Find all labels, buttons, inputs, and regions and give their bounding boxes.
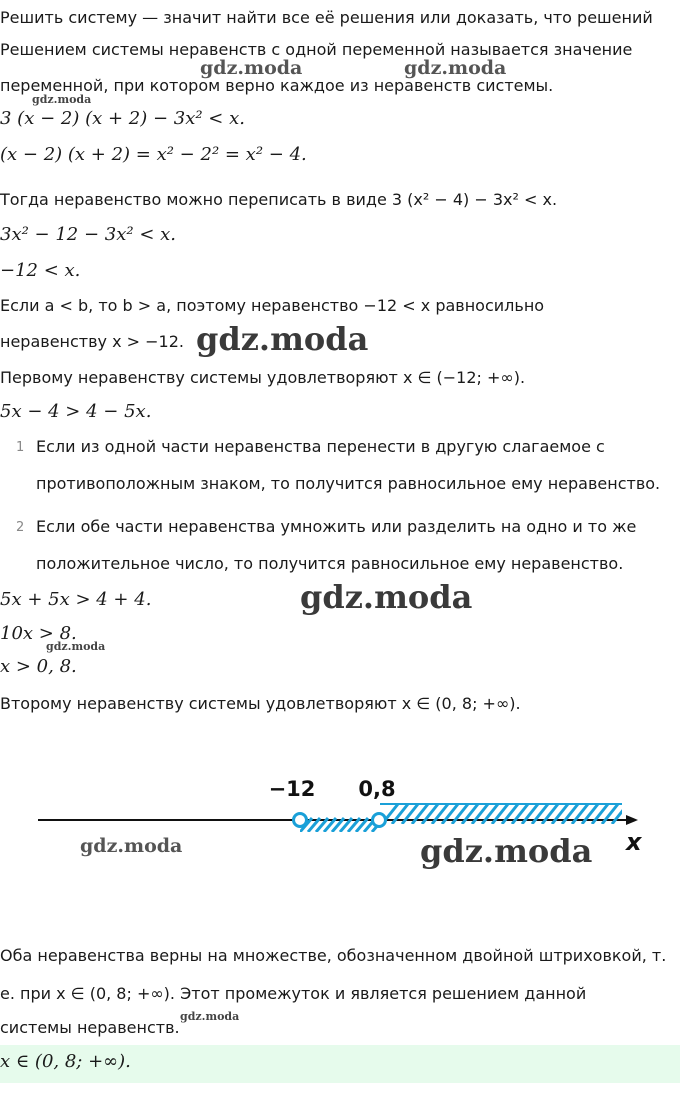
watermark: gdz.moda — [420, 832, 593, 870]
formula-line-7: 3x² − 12 − 3x² < x. — [0, 224, 176, 245]
text-line-22: е. при x ∈ (0, 8; +∞). Этот промежуток и является решением данной — [0, 984, 587, 1003]
answer-formula: x ∈ (0, 8; +∞). — [0, 1051, 131, 1072]
text-line-11: Первому неравенству системы удовлетворяют x ∈ (−12; +∞). — [0, 368, 526, 387]
formula-line-17: 5x + 5x > 4 + 4. — [0, 589, 152, 610]
text-line-20: Второму неравенству системы удовлетворяют x ∈ (0, 8; +∞). — [0, 694, 521, 713]
text-line-3: переменной, при котором верно каждое из неравенств системы. — [0, 76, 554, 95]
formula-line-12: 5x − 4 > 4 − 5x. — [0, 401, 152, 422]
watermark: gdz.moda — [200, 57, 303, 79]
axis-label: x — [626, 828, 642, 856]
formula-line-19: x > 0, 8. — [0, 656, 77, 677]
rule-1-line-2: противоположным знаком, то получится равносильное ему неравенство. — [36, 474, 661, 493]
watermark: gdz.moda — [80, 835, 183, 857]
answer-box — [0, 1045, 680, 1083]
formula-line-4: 3 (x − 2) (x + 2) − 3x² < x. — [0, 108, 245, 129]
formula-line-18: 10x > 8. — [0, 623, 77, 644]
text-line-21: Оба неравенства верны на множестве, обозначенном двойной штриховкой, т. — [0, 946, 667, 965]
rule-2-line-2: положительное число, то получится равносильное ему неравенство. — [36, 554, 624, 573]
open-point-a — [294, 814, 307, 827]
text-line-1: Решить систему — значит найти все её решения или доказать, что решений — [0, 8, 653, 27]
point-a-label: −12 — [268, 777, 316, 801]
watermark: gdz.moda — [46, 640, 106, 653]
open-point-b — [373, 814, 386, 827]
text-line-10: неравенству x > −12. — [0, 332, 184, 351]
formula-line-8: −12 < x. — [0, 260, 81, 281]
text-line-2: Решением системы неравенств с одной переменной называется значение — [0, 40, 633, 59]
text-line-6: Тогда неравенство можно переписать в виде 3 (x² − 4) − 3x² < x. — [0, 190, 558, 209]
rule-2-number: 2 — [16, 520, 25, 535]
point-b-label: 0,8 — [358, 777, 396, 801]
watermark: gdz.moda — [300, 578, 473, 616]
rule-1-line-1: Если из одной части неравенства перенести в другую слагаемое с — [36, 437, 605, 456]
text-line-23: системы неравенств. — [0, 1018, 180, 1037]
rule-2-line-1: Если обе части неравенства умножить или разделить на одно и то же — [36, 517, 637, 536]
watermark: gdz.moda — [180, 1010, 240, 1023]
watermark: gdz.moda — [196, 320, 369, 358]
rule-1-number: 1 — [16, 440, 25, 455]
formula-line-5: (x − 2) (x + 2) = x² − 2² = x² − 4. — [0, 144, 307, 165]
watermark: gdz.moda — [32, 93, 92, 106]
number-line-diagram — [0, 760, 680, 890]
text-line-9: Если a < b, то b > a, поэтому неравенство −12 < x равносильно — [0, 296, 545, 315]
axis-arrow-icon — [626, 815, 638, 825]
watermark: gdz.moda — [404, 57, 507, 79]
